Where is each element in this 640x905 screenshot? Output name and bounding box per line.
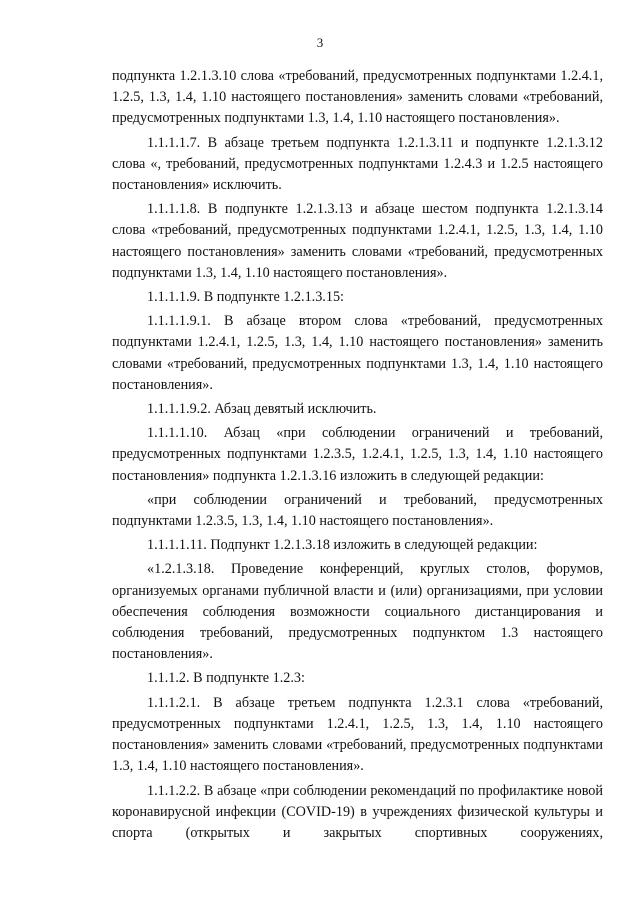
paragraph: 1.1.1.2.1. В абзаце третьем подпункта 1.2.3.1 слова «требований, предусмотренных подпунктами 1.2.4.1, 1.2.5, 1.3, 1.4, 1.10 настоящего постановления» заменить словами «требований, предусмотренных подпунктами 1.3, 1.4, 1.10 настоящего постановления».	[112, 694, 603, 775]
paragraph: 1.1.1.2.2. В абзаце «при соблюдении рекомендаций по профилактике новой коронавирусной инфекции (COVID-19) в учреждениях физической культуры и спорта (открытых и закрытых спортивных сооружениях,	[112, 782, 603, 841]
paragraph: «при соблюдении ограничений и требований, предусмотренных подпунктами 1.2.3.5, 1.3, 1.4, 1.10 настоящего постановления».	[112, 491, 603, 530]
paragraph: 1.1.1.1.7. В абзаце третьем подпункта 1.2.1.3.11 и подпункте 1.2.1.3.12 слова «, требований, предусмотренных подпунктами 1.2.4.3 и 1.2.5 настоящего постановления» исключить.	[112, 134, 603, 194]
paragraph: «1.2.1.3.18. Проведение конференций, круглых столов, форумов, организуемых органами публичной власти и (или) организациями, при условии обеспечения соблюдения возможности социального дистанцирования и соблюдения требований, предусмотренных подпунктом 1.3 настоящего постановления».	[112, 561, 603, 663]
paragraph: 1.1.1.1.9.1. В абзаце втором слова «требований, предусмотренных подпунктами 1.2.4.1, 1.2.5, 1.3, 1.4, 1.10 настоящего постановления» заменить словами «требований, предусмотренных подпунктами 1.3, 1.4, 1.10 настоящего постановления».	[112, 313, 603, 393]
paragraph: 1.1.1.2. В подпункте 1.2.3:	[147, 670, 305, 687]
paragraph: 1.1.1.1.9. В подпункте 1.2.1.3.15:	[147, 289, 344, 306]
page-number: 3	[316, 35, 324, 50]
paragraph: подпункта 1.2.1.3.10 слова «требований, предусмотренных подпунктами 1.2.4.1, 1.2.5, 1.3, 1.4, 1.10 настоящего постановления» заменить словами «требований, предусмотренных подпунктами 1.3, 1.4, 1.10 настоящего постановления».	[112, 68, 603, 127]
paragraph: 1.1.1.1.9.2. Абзац девятый исключить.	[147, 401, 377, 418]
paragraph: 1.1.1.1.11. Подпункт 1.2.1.3.18 изложить в следующей редакции:	[147, 537, 538, 554]
paragraph: 1.1.1.1.10. Абзац «при соблюдении ограничений и требований, предусмотренных подпунктами 1.2.3.5, 1.2.4.1, 1.2.5, 1.3, 1.4, 1.10 настоящего постановления» подпункта 1.2.1.3.16 изложить в следующей редакции:	[112, 425, 603, 484]
document-body	[112, 66, 603, 844]
paragraph: 1.1.1.1.8. В подпункте 1.2.1.3.13 и абзаце шестом подпункта 1.2.1.3.14 слова «требований, предусмотренных подпунктами 1.2.4.1, 1.2.5, 1.3, 1.4, 1.10 настоящего постановления» заменить словами «требований, предусмотренных подпунктами 1.3, 1.4, 1.10 настоящего постановления».	[112, 201, 603, 281]
